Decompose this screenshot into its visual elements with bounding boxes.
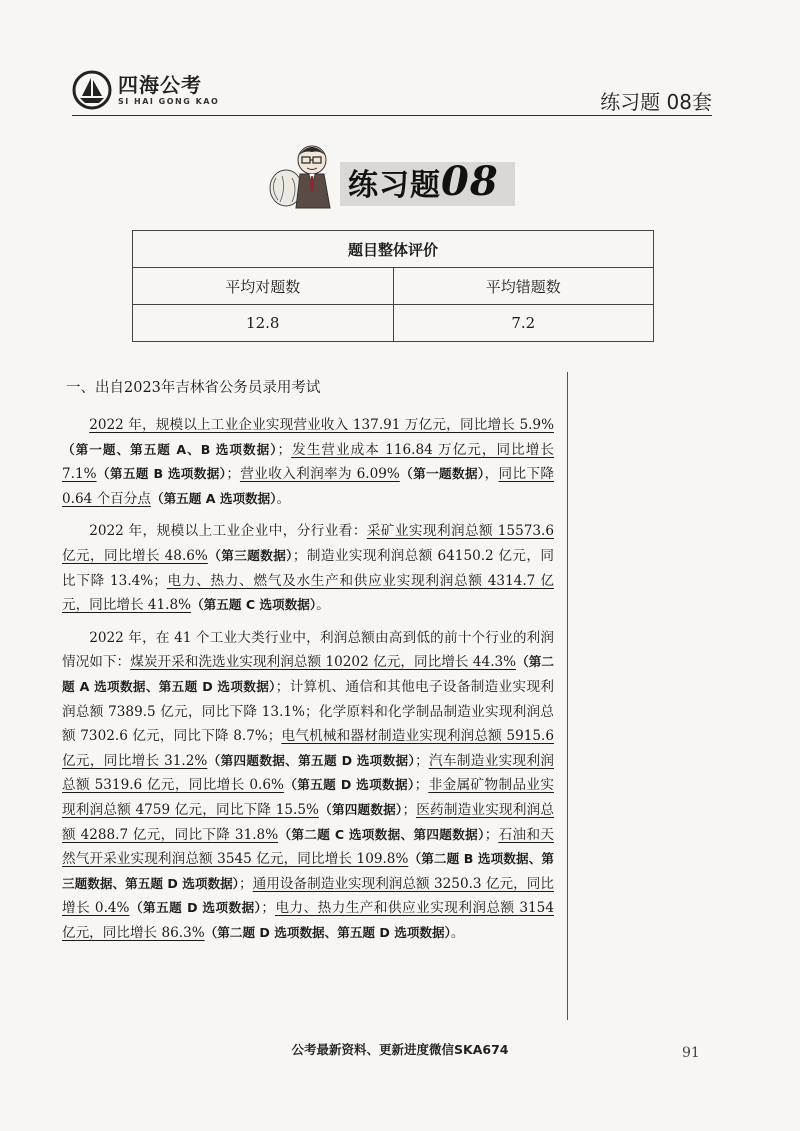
banner-title: [348, 158, 499, 205]
question-reference: （第一题、第五题 A、B 选项数据）: [62, 441, 278, 457]
passage-text: 。: [276, 490, 291, 507]
footer-note: 公考最新资料、更新进度微信SKA674: [291, 1042, 509, 1057]
passage-text: ；: [402, 801, 417, 818]
key-data-phrase: 医药制造业实现利润总额 4288.7 亿元，同比下降 31.8%: [62, 801, 555, 843]
brand-logo: [72, 70, 219, 110]
key-data-phrase: 电力、热力、燃气及水生产和供应业实现利润总额 4314.7 亿元，同比增长 41.8%: [62, 572, 554, 614]
question-reference: （第二题 B 选项数据、第三题数据、第五题 D 选项数据）: [62, 851, 554, 891]
passage-text: ；制造业实现利润总额 64150.2 亿元，同比下降 13.4%；: [62, 547, 554, 589]
key-data-phrase: 2022 年，规模以上工业企业实现营业收入 137.91 万亿元，同比增长 5.9%: [89, 417, 554, 433]
key-data-phrase: 汽车制造业实现利润总额 5319.6 亿元，同比增长 0.6%: [62, 752, 554, 794]
key-data-phrase: 电力、热力生产和供应业实现利润总额 3154 亿元，同比增长 86.3%: [62, 900, 554, 941]
passage-text: ，: [484, 466, 499, 483]
question-reference: （第五题 C 选项数据）: [191, 597, 317, 613]
passage-text: ；: [239, 875, 253, 892]
passage-text: ；: [226, 466, 240, 483]
question-reference: （第二题 C 选项数据、第四题数据）: [278, 826, 485, 842]
key-data-phrase: 通用设备制造业实现利润总额 3250.3 亿元，同比增长 0.4%: [62, 875, 554, 917]
question-reference: （第二题 D 选项数据、第五题 D 选项数据）: [204, 924, 451, 940]
key-data-phrase: 采矿业实现利润总额 15573.6 亿元，同比增长 48.6%: [62, 523, 554, 564]
margin-rule: [567, 372, 568, 1020]
key-data-phrase: 非金属矿物制品业实现利润总额 4759 亿元，同比下降 15.5%: [62, 777, 554, 818]
question-reference: （第四题数据、第五题 D 选项数据）: [207, 752, 416, 768]
cartoon-teacher-icon: [262, 138, 342, 210]
key-data-phrase: 石油和天然气开采业实现利润总额 3545 亿元，同比增长 109.8%: [62, 826, 554, 868]
key-data-phrase: 煤炭开采和洗选业实现利润总额 10202 亿元，同比增长 44.3%: [130, 654, 517, 671]
key-data-phrase: 发生营业成本 116.84 万亿元，同比增长 7.1%: [62, 441, 554, 483]
key-data-phrase: 电气机械和器材制造业实现利润总额 5915.6 亿元，同比增长 31.2%: [62, 728, 554, 769]
column-avg-correct: 平均对题数: [133, 268, 394, 305]
value-avg-correct: 12.8: [133, 305, 394, 342]
sailboat-logo-icon: [72, 70, 112, 110]
passage-body: [62, 413, 554, 953]
exercise-set-title: 练习题 08套: [600, 90, 712, 114]
question-reference: （第五题 D 选项数据）: [129, 900, 262, 916]
logo-english-name: SI HAI GONG KAO: [118, 96, 220, 106]
question-reference: （第二题 A 选项数据、第五题 D 选项数据）: [62, 654, 555, 694]
passage-text: 。: [316, 597, 330, 614]
banner-number: 08: [441, 158, 499, 205]
key-data-phrase: 同比下降 0.64 个百分点: [62, 466, 555, 507]
question-reference: （第四题数据）: [318, 801, 403, 817]
passage-text: 2022 年，规模以上工业企业中，分行业看：: [89, 523, 367, 540]
passage-text: ；: [484, 826, 499, 843]
question-reference: （第一题数据）: [399, 466, 485, 482]
passage-text: ；: [414, 777, 429, 794]
passage-text: 。: [450, 924, 465, 941]
header-divider: [72, 115, 712, 116]
chapter-banner: [262, 138, 522, 210]
key-data-phrase: 营业收入利润率为 6.09%: [239, 466, 400, 483]
question-reference: （第五题 A 选项数据）: [150, 490, 277, 506]
page-number: 91: [682, 1045, 700, 1061]
question-reference: （第五题 B 选项数据）: [96, 466, 227, 482]
passage-text: ；计算机、通信和其他电子设备制造业实现利润总额 7389.5 亿元，同比下降 13.1%；化学原料和化学制品制造业实现利润总额 7302.6 亿元，同比下降 8.7%；: [62, 678, 554, 745]
question-reference: （第三题数据）: [207, 547, 293, 563]
logo-chinese-name: 四海公考: [118, 72, 202, 97]
passage-paragraph: [62, 519, 554, 617]
section-title: 一、出自2023年吉林省公务员录用考试: [66, 380, 321, 396]
banner-title-text: 练习题: [348, 168, 441, 203]
evaluation-heading: 题目整体评价: [133, 231, 654, 268]
value-avg-wrong: 7.2: [393, 305, 654, 342]
question-reference: （第五题 D 选项数据）: [283, 777, 415, 793]
passage-text: 2022 年，在 41 个工业大类行业中，利润总额由高到低的前十个行业的利润情况如下：: [62, 629, 554, 671]
passage-text: ；: [277, 441, 292, 458]
passage-text: ；: [415, 752, 429, 769]
passage-paragraph: [62, 413, 554, 511]
column-avg-wrong: 平均错题数: [393, 268, 654, 305]
evaluation-table: [132, 230, 654, 342]
passage-paragraph: [62, 626, 554, 946]
passage-text: ；: [261, 900, 275, 917]
